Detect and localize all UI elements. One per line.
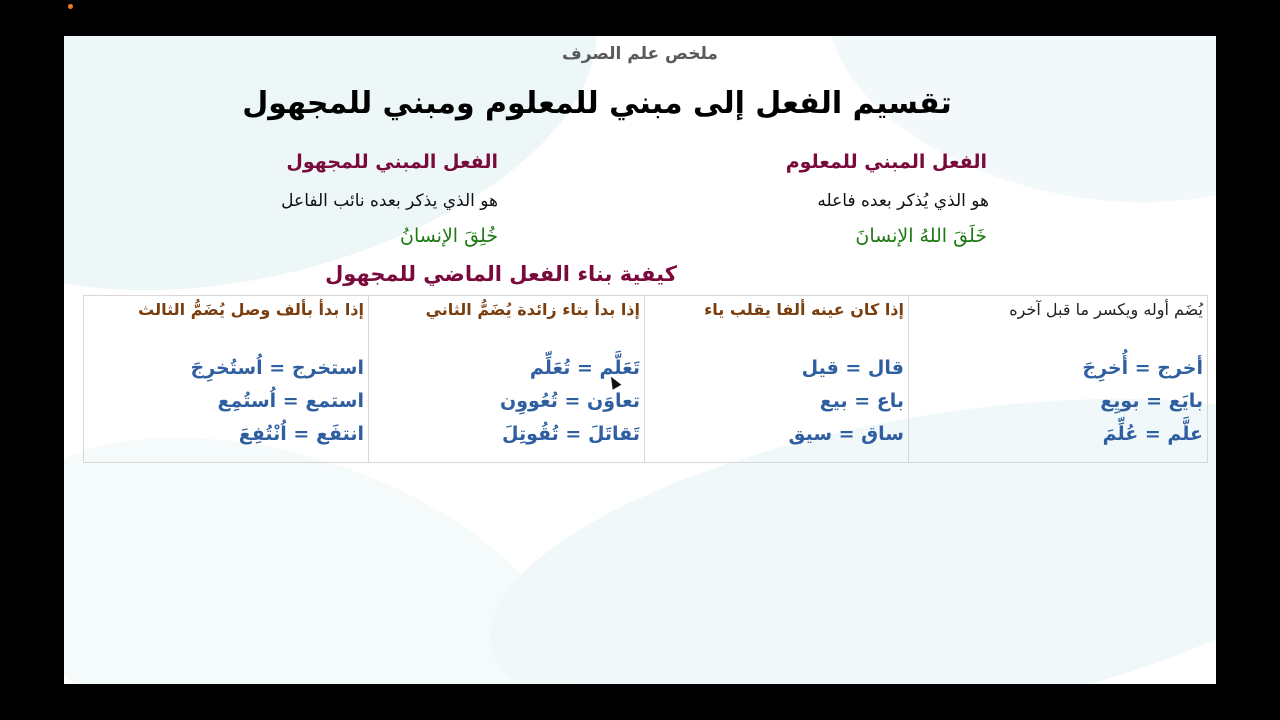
passive-construction-title: كيفية بناء الفعل الماضي للمجهول [325,262,677,286]
example-pair: علَّم = عُلِّمَ [1102,423,1203,445]
example-pair: تَعَلَّم = تُعَلِّم [529,357,640,379]
example-pair: قال = قيل [801,357,904,379]
rules-table [83,295,1208,463]
example-pair: استخرج = اُستُخرِجَ [190,357,364,379]
rule-text: يُضَم أوله ويكسر ما قبل آخره [1009,300,1203,319]
example-pair: تعاوَن = تُعُووِن [500,390,640,412]
passive-voice-definition: هو الذي يذكر بعده نائب الفاعل [281,191,498,211]
example-pair: تَقاتَلَ = تُقُوتِلَ [501,423,640,445]
rule-column [645,296,909,463]
slide [64,36,1216,684]
active-voice-example: خَلَقَ اللهُ الإنسانَ [855,225,987,247]
rule-column [84,296,369,463]
rule-column [369,296,645,463]
example-pair: ساق = سيق [788,423,904,445]
slide-subject: ملخص علم الصرف [562,44,718,64]
recording-indicator [68,4,73,9]
background-wave [798,36,1216,247]
example-pair: بايَع = بويِع [1100,390,1203,412]
active-voice-heading: الفعل المبني للمعلوم [785,151,987,173]
rule-column [909,296,1208,463]
example-pair: انتفَع = اُنْتُفِعَ [238,423,364,445]
slide-title: تقسيم الفعل إلى مبني للمعلوم ومبني للمجهول [242,86,952,121]
rule-text: إذا بدأ بتاء زائدة يُضَمُّ الثاني [425,300,640,319]
active-voice-definition: هو الذي يُذكر بعده فاعله [817,191,989,211]
rule-text: إذا كان عينه ألفا يقلب ياء [704,300,904,319]
example-pair: باع = بيع [819,390,904,412]
example-pair: استمع = اُستُمِع [217,390,364,412]
passive-voice-heading: الفعل المبني للمجهول [286,151,498,173]
example-pair: أخرج = أُخرِجَ [1082,357,1203,379]
rule-text: إذا بدأ بألف وصل يُضَمُّ الثالث [138,300,364,319]
passive-voice-example: خُلِقَ الإنسانُ [399,225,498,247]
